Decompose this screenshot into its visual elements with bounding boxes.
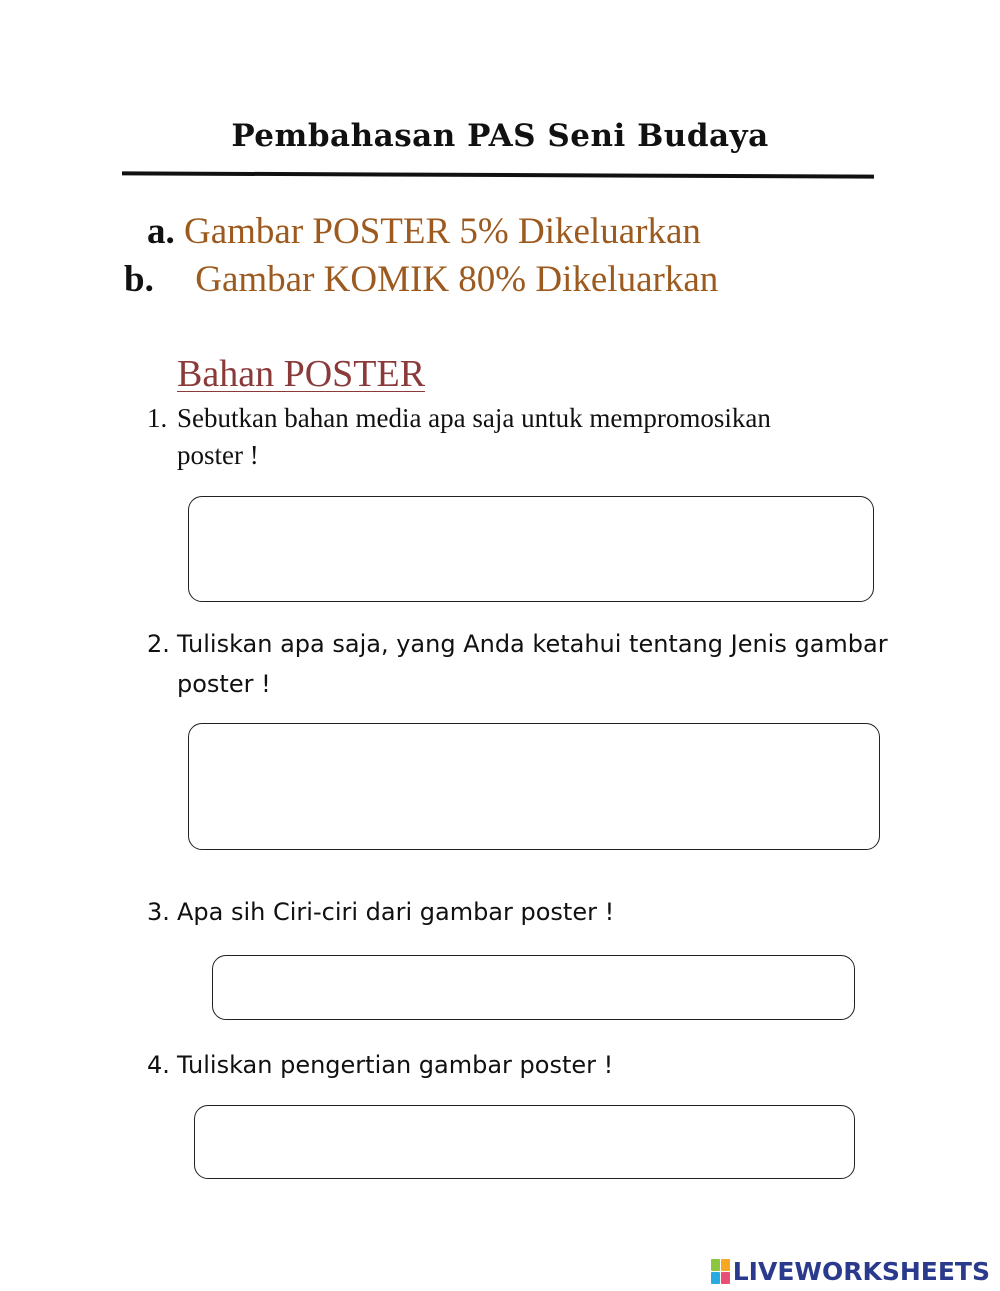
question-4 <box>0 1045 1000 1085</box>
question-1-line1: Sebutkan bahan media apa saja untuk mempromosikan <box>177 403 771 433</box>
question-1 <box>0 400 1000 480</box>
logo-tile-2 <box>721 1259 730 1271</box>
page-title: Pembahasan PAS Seni Budaya <box>231 118 769 154</box>
question-2-line2: poster ! <box>177 670 271 698</box>
liveworksheets-brand <box>711 1254 990 1288</box>
question-2-number: 2. <box>147 630 170 658</box>
question-2-line1: Tuliskan apa saja, yang Anda ketahui tentang Jenis gambar <box>177 630 888 658</box>
question-4-number: 4. <box>147 1051 170 1079</box>
question-1-line2: poster ! <box>177 440 259 470</box>
brand-text: LIVEWORKSHEETS <box>732 1256 990 1286</box>
section-title: Bahan POSTER <box>177 353 426 395</box>
item-a-letter: a. <box>147 211 175 252</box>
item-b-text: Gambar KOMIK 80% Dikeluarkan <box>195 259 719 300</box>
logo-tile-3 <box>711 1272 720 1284</box>
answer-3-input[interactable] <box>212 955 855 1020</box>
question-3 <box>0 892 1000 932</box>
item-a <box>147 210 701 254</box>
item-b <box>124 258 718 302</box>
question-4-line1: Tuliskan pengertian gambar poster ! <box>177 1051 614 1079</box>
liveworksheets-logo-icon <box>711 1259 730 1284</box>
title-divider <box>122 171 874 178</box>
item-b-letter: b. <box>124 259 154 300</box>
question-1-number: 1. <box>147 403 168 433</box>
question-2 <box>0 624 1000 704</box>
answer-2-input[interactable] <box>188 723 880 850</box>
logo-tile-4 <box>721 1272 730 1284</box>
question-3-number: 3. <box>147 898 170 926</box>
answer-4-input[interactable] <box>194 1105 855 1179</box>
item-a-text: Gambar POSTER 5% Dikeluarkan <box>184 211 701 252</box>
answer-1-input[interactable] <box>188 496 874 602</box>
logo-tile-1 <box>711 1259 720 1271</box>
question-3-line1: Apa sih Ciri-ciri dari gambar poster ! <box>177 898 615 926</box>
